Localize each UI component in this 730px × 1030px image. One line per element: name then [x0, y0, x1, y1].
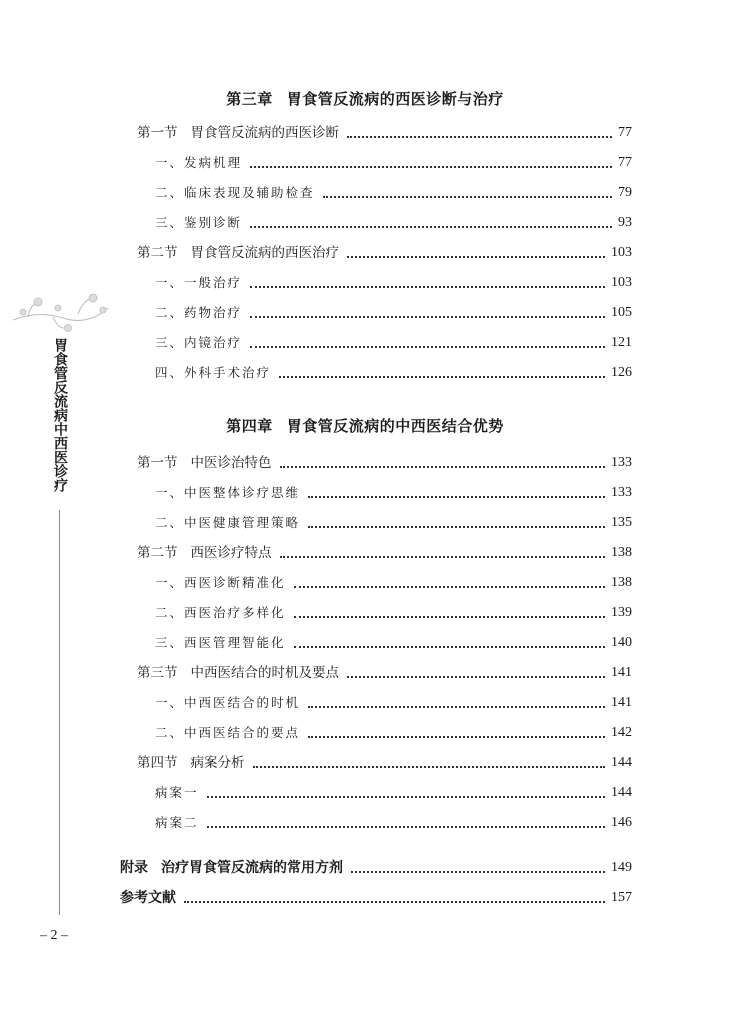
subsection-title: 病案二: [155, 815, 199, 830]
dot-leader: [294, 615, 605, 618]
section-title: 胃食管反流病的西医治疗: [190, 245, 339, 261]
toc-entry-references[interactable]: [120, 885, 632, 907]
subsection-title: 病案一: [155, 785, 199, 800]
toc-entry-c4s2[interactable]: [137, 540, 632, 562]
page-number: – 2 –: [40, 928, 68, 943]
toc-entry-c4s3a[interactable]: [155, 690, 632, 712]
subsection-title: 一、西医诊断精准化: [155, 575, 286, 590]
page-ref: 103: [611, 245, 632, 260]
toc-entry-c3s1b[interactable]: [155, 180, 632, 202]
page-ref: 77: [618, 155, 632, 170]
page-ref: 79: [618, 185, 632, 200]
dot-leader: [250, 165, 612, 168]
page-ref: 138: [611, 575, 632, 590]
toc-entry-c4s2a[interactable]: [155, 570, 632, 592]
dot-leader: [279, 375, 605, 378]
dot-leader: [294, 585, 605, 588]
chapter-number: 第四章: [226, 417, 273, 435]
toc-entry-c4s3b[interactable]: [155, 720, 632, 742]
toc-entry-c3s2[interactable]: [137, 240, 632, 262]
dot-leader: [184, 900, 605, 903]
dot-leader: [207, 795, 605, 798]
page-ref: 146: [611, 815, 632, 830]
chapter-title: 胃食管反流病的西医诊断与治疗: [286, 90, 504, 108]
floral-ornament-icon: [8, 290, 113, 335]
toc-entry-c4s4a[interactable]: [155, 780, 632, 802]
chapter-4-heading: [0, 415, 730, 436]
toc-entry-c3s2c[interactable]: [155, 330, 632, 352]
toc-entry-c4s2c[interactable]: [155, 630, 632, 652]
toc-entry-c4s4[interactable]: [137, 750, 632, 772]
dot-leader: [347, 255, 605, 258]
page-ref: 77: [618, 125, 632, 140]
dot-leader: [308, 495, 605, 498]
dot-leader: [351, 870, 605, 873]
book-title-vertical: 胃食管反流病中西医诊疗: [52, 338, 68, 492]
page-ref: 133: [611, 485, 632, 500]
chapter-number: 第三章: [226, 90, 273, 108]
toc-entry-c3s2a[interactable]: [155, 270, 632, 292]
page-ref: 93: [618, 215, 632, 230]
chapter-3-heading: [0, 88, 730, 109]
chapter-title: 胃食管反流病的中西医结合优势: [286, 417, 504, 435]
page-ref: 141: [611, 695, 632, 710]
dot-leader: [250, 315, 605, 318]
toc-entry-c4s2b[interactable]: [155, 600, 632, 622]
subsection-title: 三、西医管理智能化: [155, 635, 286, 650]
dot-leader: [308, 525, 605, 528]
page-ref: 138: [611, 545, 632, 560]
section-title: 西医诊疗特点: [190, 545, 272, 561]
section-number: 第二节: [137, 245, 178, 261]
dot-leader: [294, 645, 605, 648]
subsection-title: 二、临床表现及辅助检查: [155, 185, 315, 200]
page-ref: 157: [611, 890, 632, 905]
dot-leader: [207, 825, 605, 828]
page-ref: 105: [611, 305, 632, 320]
toc-entry-c3s1c[interactable]: [155, 210, 632, 232]
toc-entry-c4s1b[interactable]: [155, 510, 632, 532]
page-ref: 133: [611, 455, 632, 470]
subsection-title: 一、中医整体诊疗思维: [155, 485, 301, 500]
subsection-title: 一、中西医结合的时机: [155, 695, 301, 710]
appendix-label: 附录: [120, 860, 148, 876]
subsection-title: 三、鉴别诊断: [155, 215, 243, 230]
dot-leader: [308, 705, 605, 708]
subsection-title: 二、药物治疗: [155, 305, 243, 320]
toc-entry-appendix[interactable]: [120, 855, 632, 877]
toc-entry-c3s1a[interactable]: [155, 150, 632, 172]
dot-leader: [253, 765, 606, 768]
section-number: 第一节: [137, 455, 178, 471]
references-title: 参考文献: [120, 890, 176, 906]
subsection-title: 三、内镜治疗: [155, 335, 243, 350]
subsection-title: 四、外科手术治疗: [155, 365, 272, 380]
appendix-title: 治疗胃食管反流病的常用方剂: [161, 860, 343, 876]
page-ref: 140: [611, 635, 632, 650]
toc-entry-c3s2d[interactable]: [155, 360, 632, 382]
page-ref: 144: [611, 755, 632, 770]
subsection-title: 二、西医治疗多样化: [155, 605, 286, 620]
dot-leader: [250, 225, 612, 228]
dot-leader: [308, 735, 605, 738]
section-title: 中医诊治特色: [190, 455, 272, 471]
dot-leader: [347, 135, 612, 138]
dot-leader: [250, 345, 605, 348]
page-ref: 144: [611, 785, 632, 800]
page-ref: 103: [611, 275, 632, 290]
page-ref: 126: [611, 365, 632, 380]
subsection-title: 二、中西医结合的要点: [155, 725, 301, 740]
page-ref: 135: [611, 515, 632, 530]
dot-leader: [347, 675, 605, 678]
toc-entry-c4s4b[interactable]: [155, 810, 632, 832]
dot-leader: [323, 195, 612, 198]
section-number: 第一节: [137, 125, 178, 141]
toc-entry-c3s2b[interactable]: [155, 300, 632, 322]
page-ref: 139: [611, 605, 632, 620]
subsection-title: 二、中医健康管理策略: [155, 515, 301, 530]
section-title: 病案分析: [190, 755, 245, 771]
section-number: 第三节: [137, 665, 178, 681]
toc-entry-c4s1a[interactable]: [155, 480, 632, 502]
toc-entry-c3s1[interactable]: [137, 120, 632, 142]
dot-leader: [280, 465, 606, 468]
dot-leader: [280, 555, 606, 558]
section-number: 第二节: [137, 545, 178, 561]
toc-entry-c4s3[interactable]: [137, 660, 632, 682]
subsection-title: 一、发病机理: [155, 155, 243, 170]
page-ref: 121: [611, 335, 632, 350]
toc-entry-c4s1[interactable]: [137, 450, 632, 472]
dot-leader: [250, 285, 605, 288]
page-ref: 141: [611, 665, 632, 680]
section-title: 中西医结合的时机及要点: [190, 665, 339, 681]
section-title: 胃食管反流病的西医诊断: [190, 125, 339, 141]
side-divider: [59, 510, 60, 915]
section-number: 第四节: [137, 755, 178, 771]
page-ref: 142: [611, 725, 632, 740]
subsection-title: 一、一般治疗: [155, 275, 243, 290]
page-ref: 149: [611, 860, 632, 875]
